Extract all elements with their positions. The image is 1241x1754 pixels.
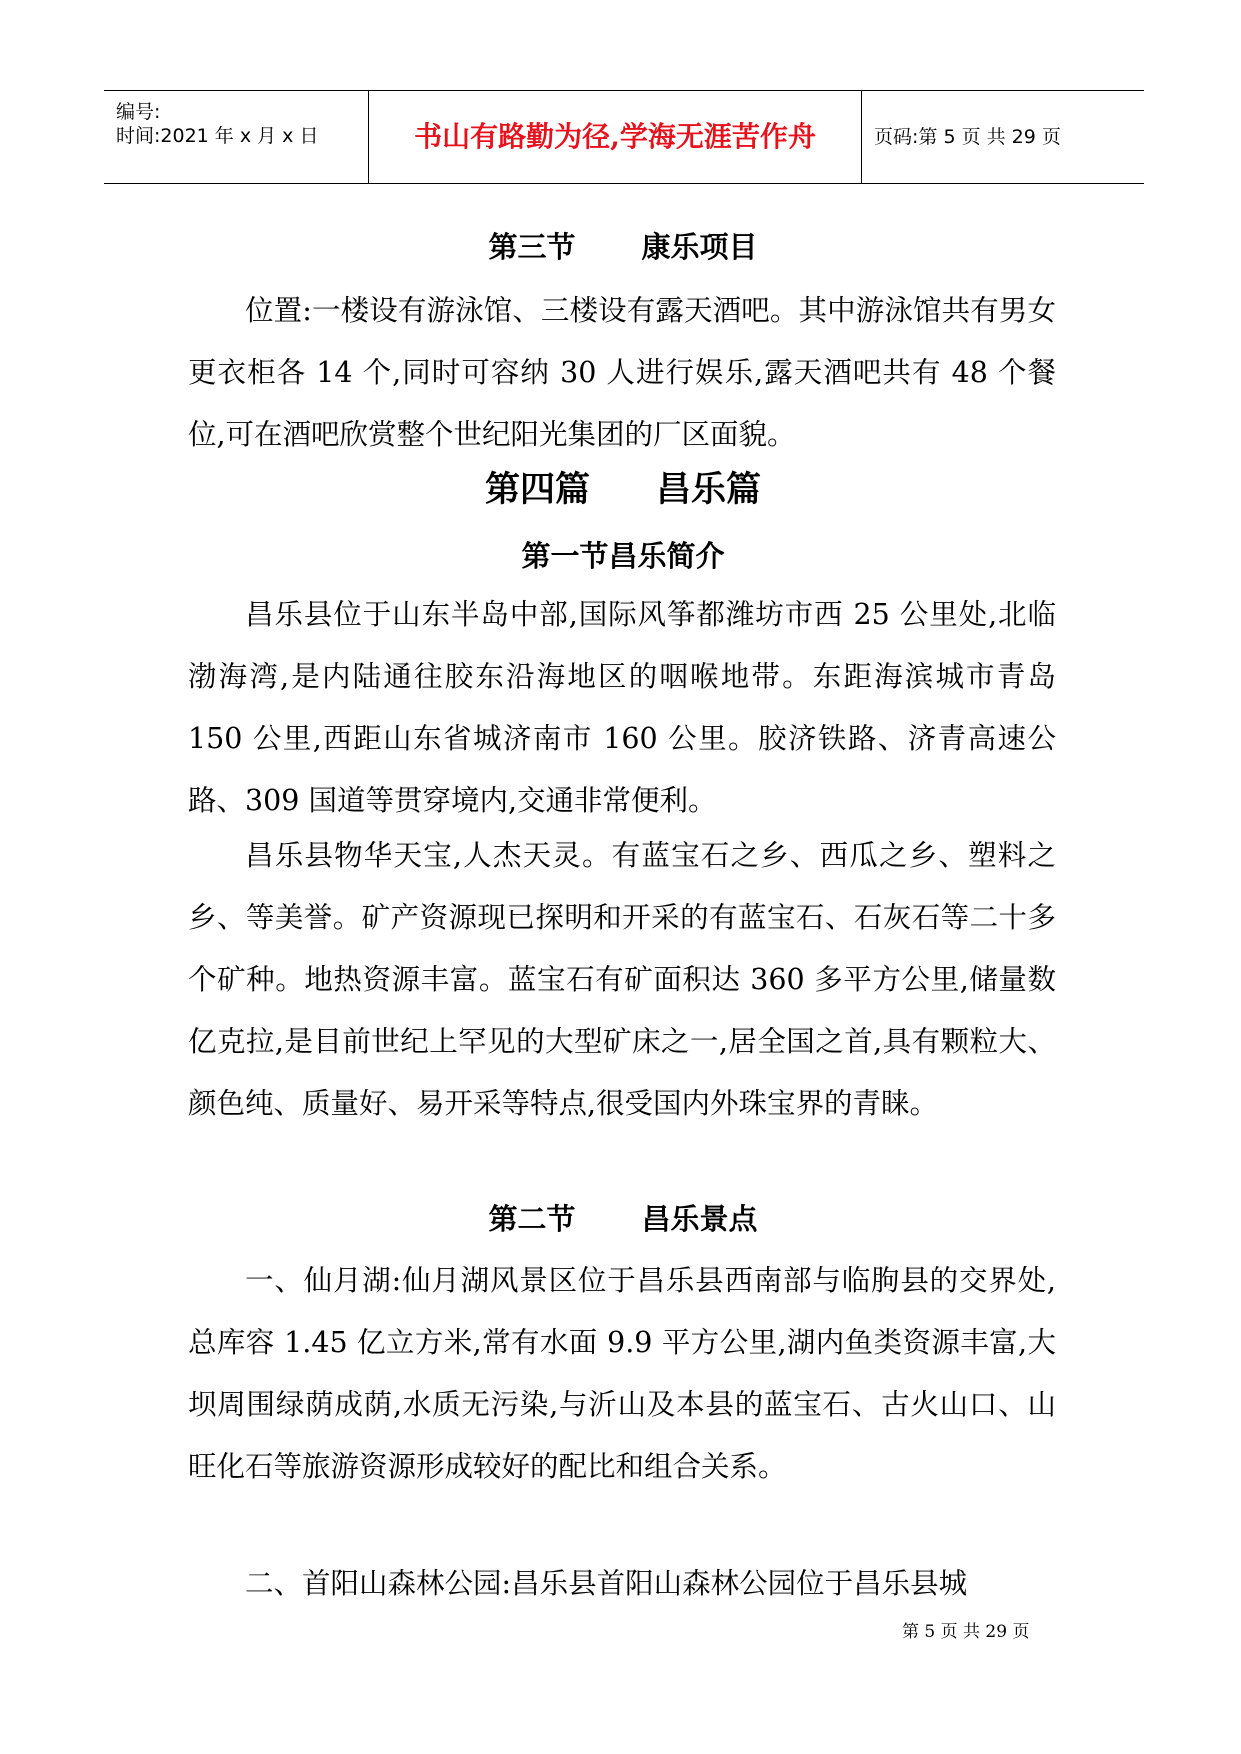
section-heading-recreation — [188, 225, 1058, 266]
paragraph-xianyue-lake: 一、仙月湖:仙月湖风景区位于昌乐县西南部与临朐县的交界处,总库容 1.45 亿立方米,常有水面 9.9 平方公里,湖内鱼类资源丰富,大坝周围绿荫成荫,水质无污染,与沂山及本县的蓝宝石、古火山口、山旺化石等旅游资源形成较好的配比和组合关系。 — [188, 1264, 1056, 1483]
page-header — [104, 90, 1144, 184]
header-page-number: 页码:第 5 页 共 29 页 — [874, 126, 1061, 148]
document-time-label: 时间:2021 年 x 月 x 日 — [116, 125, 319, 147]
paragraph-recreation: 位置:一楼设有游泳馆、三楼设有露天酒吧。其中游泳馆共有男女更衣柜各 14 个,同时可容纳 30 人进行娱乐,露天酒吧共有 48 个餐位,可在酒吧欣赏整个世纪阳光集团的厂区面貌。 — [188, 294, 1056, 451]
paragraph-intro-resources: 昌乐县物华天宝,人杰天灵。有蓝宝石之乡、西瓜之乡、塑料之乡、等美誉。矿产资源现已探明和开采的有蓝宝石、石灰石等二十多个矿种。地热资源丰富。蓝宝石有矿面积达 360 多平方公里,储量数亿克拉,是目前世纪上罕见的大型矿床之一,居全国之首,具有颗粒大、颜色纯、质量好、易开采等特点,很受国内外珠宝界的青睐。 — [188, 839, 1056, 1120]
paragraph-intro-location: 昌乐县位于山东半岛中部,国际风筝都潍坊市西 25 公里处,北临渤海湾,是内陆通往胶东沿海地区的咽喉地带。东距海滨城市青岛 150 公里,西距山东省城济南市 160 公里。胶济铁路、济青高速公路、309 国道等贯穿境内,交通非常便利。 — [188, 598, 1056, 817]
section-number: 第三节 — [488, 230, 576, 264]
section-title: 昌乐景点 — [641, 1202, 758, 1236]
page-footer-number: 第 5 页 共 29 页 — [902, 1622, 1030, 1642]
document-number-label: 编号: — [116, 101, 161, 123]
section-heading-scenic-spots — [188, 1197, 1058, 1238]
paragraph-shouyang-park: 二、首阳山森林公园:昌乐县首阳山森林公园位于昌乐县城 — [245, 1567, 968, 1600]
header-motto: 书山有路勤为径,学海无涯苦作舟 — [369, 91, 862, 183]
section-number: 第二节 — [488, 1202, 576, 1236]
header-info-cell — [104, 91, 369, 183]
part-heading-changle — [188, 462, 1058, 512]
part-title: 昌乐篇 — [656, 469, 762, 510]
section-title: 康乐项目 — [641, 230, 758, 264]
part-number: 第四篇 — [484, 469, 590, 510]
section-heading-intro: 第一节昌乐简介 — [521, 539, 725, 573]
